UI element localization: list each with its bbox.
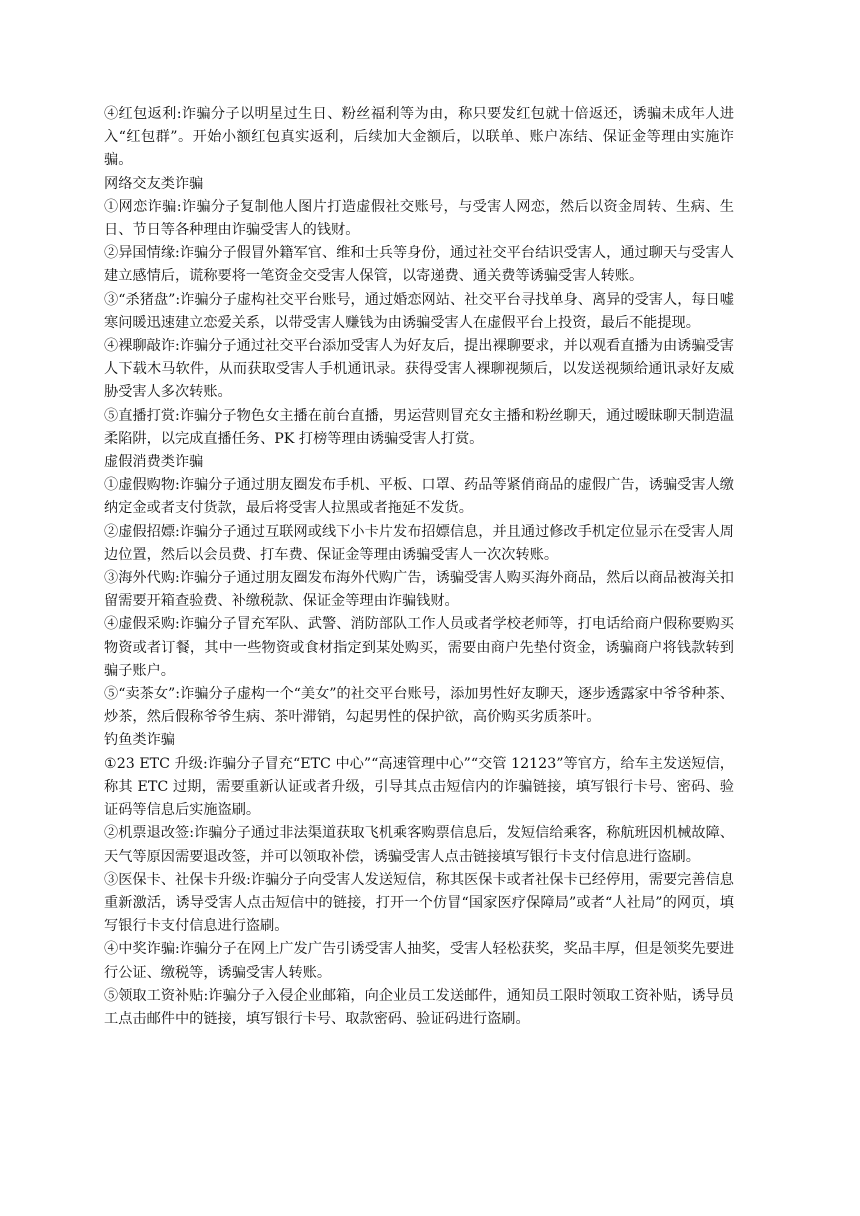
section-heading-fake-consumption-fraud: 虚假消费类诈骗 [104,454,204,471]
paragraph-flight-rebooking: ②机票退改签:诈骗分子通过非法渠道获取飞机乘客购票信息后，发短信给乘客，称航班因机械故障、天气等原因需要退改签，并可以领取补偿，诱骗受害人点击链接填写银行卡支付信息进行盗刷。 [104,825,734,865]
paragraph-etc-upgrade: ①23 ETC 升级:诈骗分子冒充“ETC 中心”“高速管理中心”“交管 12123”等官方，给车主发送短信，称其 ETC 过期，需要重新认证或者升级，引导其点击短信内的诈骗链接，填写银行卡号、密码、验证码等信息后实施盗刷。 [104,755,734,819]
paragraph-insurance-card-upgrade: ③医保卡、社保卡升级:诈骗分子向受害人发送短信，称其医保卡或者社保卡已经停用，需要完善信息重新激活，诱导受害人点击短信中的链接，打开一个仿冒“国家医疗保障局”或者“人社局”的网页，填写银行卡支付信息进行盗刷。 [104,871,734,935]
paragraph-red-envelope-rebate: ④红包返利:诈骗分子以明星过生日、粉丝福利等为由，称只要发红包就十倍返还，诱骗未成年人进入“红包群”。开始小额红包真实返利，后续加大金额后，以联单、账户冻结、保证金等理由实施诈骗。 [104,106,734,169]
document-body [104,103,734,1031]
section-heading-online-dating-fraud: 网络交友类诈骗 [104,175,204,192]
paragraph-tea-seller: ⑤“卖茶女”:诈骗分子虚构一个“美女”的社交平台账号，添加男性好友聊天，逐步透露家中爷爷种茶、炒茶，然后假称爷爷生病、茶叶滞销，勾起男性的保护欲，高价购买劣质茶叶。 [104,686,734,726]
paragraph-salary-subsidy: ⑤领取工资补贴:诈骗分子入侵企业邮箱，向企业员工发送邮件，通知员工限时领取工资补贴，诱导员工点击邮件中的链接，填写银行卡号、取款密码、验证码进行盗刷。 [104,987,734,1027]
section-heading-phishing-fraud: 钓鱼类诈骗 [104,732,175,749]
paragraph-livestream-tipping: ⑤直播打赏:诈骗分子物色女主播在前台直播，男运营则冒充女主播和粉丝聊天，通过暧昧聊天制造温柔陷阱，以完成直播任务、PK 打榜等理由诱骗受害人打赏。 [104,407,734,447]
paragraph-foreign-romance: ②异国情缘:诈骗分子假冒外籍军官、维和士兵等身份，通过社交平台结识受害人，通过聊天与受害人建立感情后，谎称要将一笔资金交受害人保管，以寄递费、通关费等诱骗受害人转账。 [104,245,734,285]
paragraph-fake-procurement: ④虚假采购:诈骗分子冒充军队、武警、消防部队工作人员或者学校老师等，打电话给商户假称要购买物资或者订餐，其中一些物资或食材指定到某处购买，需要由商户先垫付资金，诱骗商户将钱款转到骗子账户。 [104,616,734,679]
paragraph-online-romance: ①网恋诈骗:诈骗分子复制他人图片打造虚假社交账号，与受害人网恋，然后以资金周转、生病、生日、节日等各种理由诈骗受害人的钱财。 [104,198,734,239]
paragraph-sextortion: ④裸聊敲诈:诈骗分子通过社交平台添加受害人为好友后，提出裸聊要求，并以观看直播为由诱骗受害人下载木马软件，从而获取受害人手机通讯录。获得受害人裸聊视频后，以发送视频给通讯录好友威胁受害人多次转账。 [104,338,734,401]
paragraph-fake-solicitation: ②虚假招嫖:诈骗分子通过互联网或线下小卡片发布招嫖信息，并且通过修改手机定位显示在受害人周边位置，然后以会员费、打车费、保证金等理由诱骗受害人一次次转账。 [104,523,734,563]
paragraph-pig-butchering: ③“杀猪盘”:诈骗分子虚构社交平台账号，通过婚恋网站、社交平台寻找单身、离异的受害人，每日嘘寒问暖迅速建立恋爱关系，以带受害人赚钱为由诱骗受害人在虚假平台上投资，最后不能提现。 [104,291,734,331]
paragraph-prize-fraud: ④中奖诈骗:诈骗分子在网上广发广告引诱受害人抽奖，受害人轻松获奖，奖品丰厚，但是领奖先要进行公证、缴税等，诱骗受害人转账。 [104,941,734,981]
paragraph-fake-shopping: ①虚假购物:诈骗分子通过朋友圈发布手机、平板、口罩、药品等紧俏商品的虚假广告，诱骗受害人缴纳定金或者支付货款，最后将受害人拉黑或者拖延不发货。 [104,477,734,517]
paragraph-overseas-purchasing: ③海外代购:诈骗分子通过朋友圈发布海外代购广告，诱骗受害人购买海外商品，然后以商品被海关扣留需要开箱查验费、补缴税款、保证金等理由诈骗钱财。 [104,570,734,610]
